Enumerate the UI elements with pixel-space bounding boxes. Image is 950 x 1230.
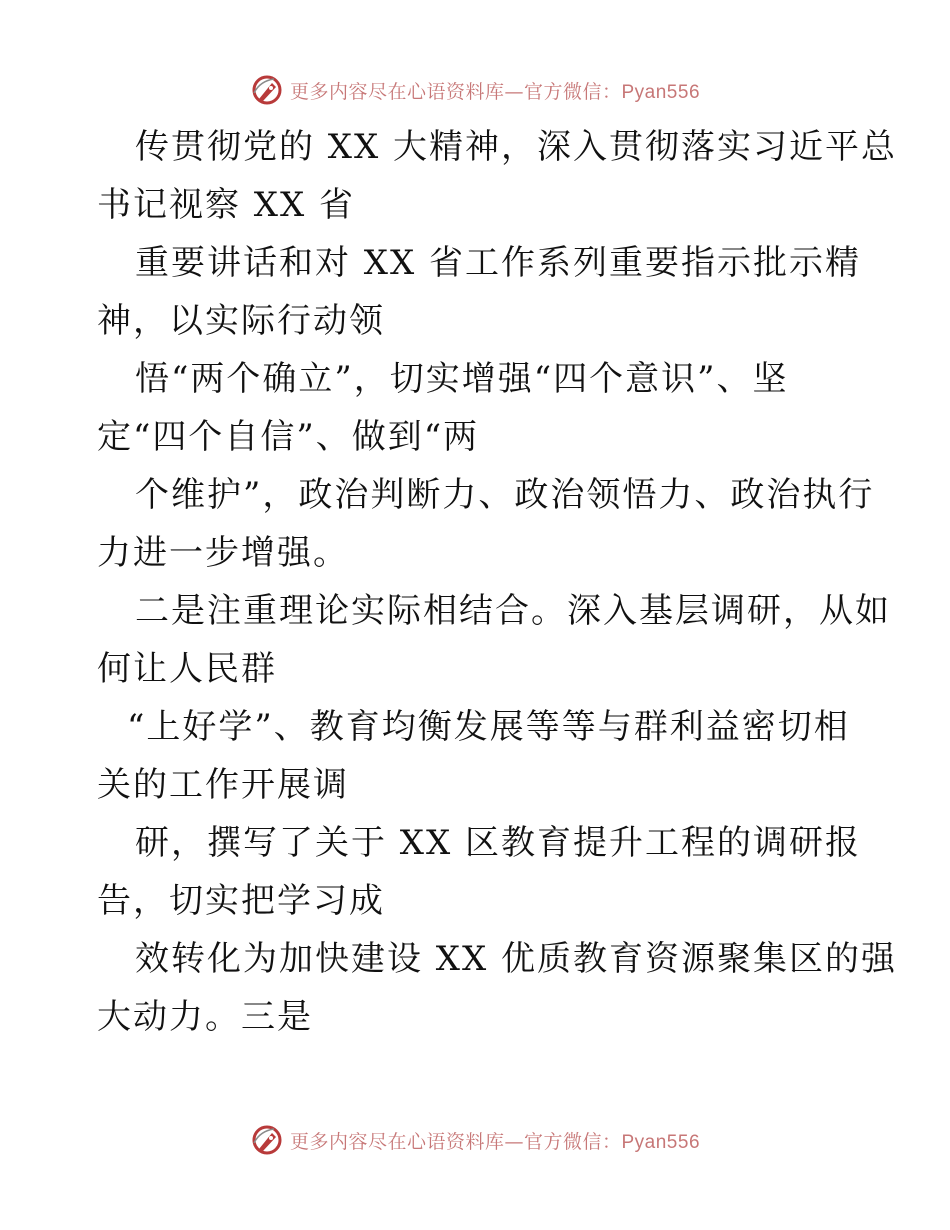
- banner-caption: 更多内容尽在心语资料库—官方微信：: [289, 80, 622, 103]
- text-line: 传贯彻党的 XX 大精神，深入贯彻落实习近平总: [135, 127, 898, 167]
- pen-nib-logo-icon: [250, 1123, 284, 1157]
- text-line: 二是注重理论实际相结合。深入基层调研，从如: [135, 591, 891, 631]
- text-line: “上好学”、教育均衡发展等等与群利益密切相: [127, 707, 850, 747]
- banner-wechat-id: Pyan556: [621, 1131, 701, 1153]
- text-line: 研，撰写了关于 XX 区教育提升工程的调研报: [135, 823, 862, 863]
- text-line: 书记视察 XX 省: [97, 185, 356, 225]
- text-line: 个维护”，政治判断力、政治领悟力、政治执行: [135, 475, 875, 515]
- text-line: 何让人民群: [97, 649, 277, 689]
- banner-text: [290, 77, 700, 104]
- text-line: 效转化为加快建设 XX 优质教育资源聚集区的强: [135, 939, 898, 979]
- document-body: [97, 118, 898, 1046]
- text-line: 神，以实际行动领: [97, 301, 385, 341]
- text-line: 告，切实把学习成: [97, 881, 385, 921]
- footer-banner: [0, 1120, 950, 1160]
- text-line: 重要讲话和对 XX 省工作系列重要指示批示精: [135, 243, 862, 283]
- header-banner: [0, 70, 950, 110]
- banner-text: [290, 1127, 700, 1154]
- banner-wechat-id: Pyan556: [621, 81, 701, 103]
- text-line: 大动力。三是: [97, 997, 313, 1037]
- text-line: 关的工作开展调: [97, 765, 349, 805]
- text-line: 定“四个自信”、做到“两: [97, 417, 480, 457]
- text-line: 力进一步增强。: [97, 533, 349, 573]
- text-line: 悟“两个确立”，切实增强“四个意识”、坚: [135, 359, 789, 399]
- pen-nib-logo-icon: [250, 73, 284, 107]
- banner-caption: 更多内容尽在心语资料库—官方微信：: [289, 1130, 622, 1153]
